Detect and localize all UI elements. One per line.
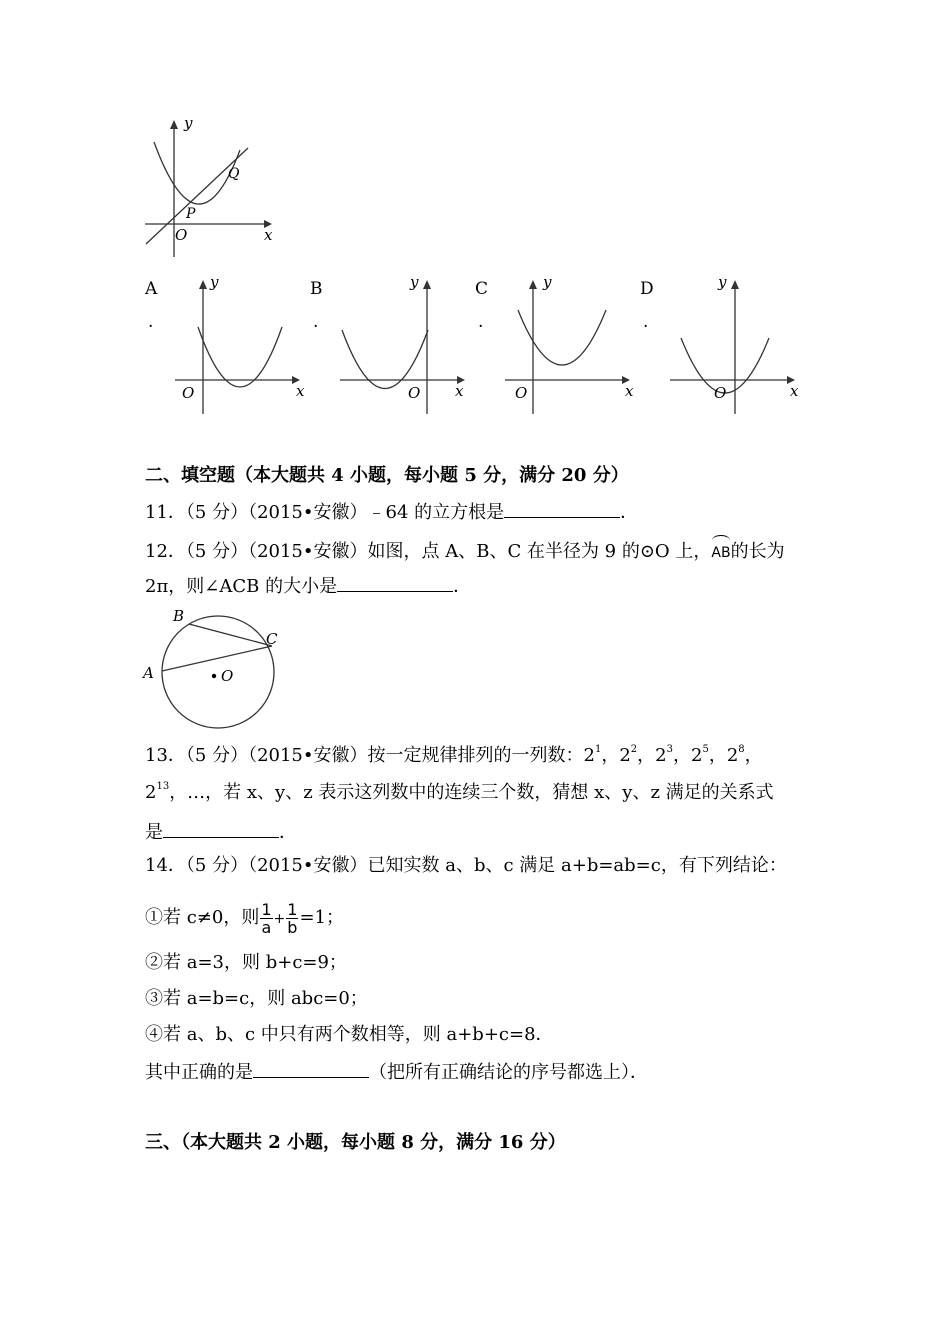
line — [146, 148, 248, 244]
q13-term-5-base: 2 — [726, 745, 739, 766]
q12-arc-ab: AB — [711, 535, 730, 565]
option-b-graph — [335, 272, 475, 422]
top-graph-q-label: Q — [228, 166, 240, 182]
q12-line2-suffix: ． — [453, 576, 472, 597]
question-13-line2 — [145, 781, 774, 805]
q14-plus: + — [273, 911, 286, 927]
q12-line2-text: 2π，则∠ACB 的大小是 — [145, 576, 338, 597]
option-a — [145, 272, 310, 422]
q14-frac2-den: b — [287, 917, 298, 937]
question-14-conclusion-4: ④若 a、b、c 中只有两个数相等，则 a+b+c=8． — [145, 1024, 554, 1045]
question-14-final — [145, 1059, 648, 1085]
option-c-o: O — [515, 384, 528, 402]
q13-term-4-base: 2 — [691, 745, 703, 766]
question-12-line2 — [145, 573, 471, 599]
q13-sep-4: ， — [708, 745, 727, 766]
q14-final-suffix: （把所有正确结论的序号都选上）． — [369, 1062, 648, 1083]
y-axis-arrow — [170, 120, 178, 129]
circle — [162, 616, 274, 728]
circle-figure-svg — [140, 603, 290, 733]
y-axis-arrow — [731, 280, 739, 289]
top-graph — [140, 112, 280, 262]
q13-text: 13．（5 分）（2015•安徽）按一定规律排列的一列数： — [145, 745, 584, 766]
q14-frac1-num: 1 — [261, 899, 272, 919]
section2-heading: 二、填空题（本大题共 4 小题，每小题 5 分，满分 20 分） — [145, 465, 629, 486]
q14-fraction-1 — [260, 901, 272, 936]
option-c-y: y — [543, 273, 552, 291]
option-d — [640, 272, 810, 422]
circle-label-a: A — [143, 664, 154, 682]
option-c — [475, 272, 640, 422]
option-b-y: y — [410, 273, 419, 291]
q13-sep-5: ， — [744, 745, 763, 766]
q11-answer-blank[interactable] — [504, 499, 620, 518]
q14-answer-blank[interactable] — [253, 1059, 369, 1078]
q13-term-6-base: 2 — [145, 782, 157, 803]
top-graph-o-label: O — [175, 226, 188, 244]
top-graph-x-label: x — [264, 226, 273, 244]
q12-suffix: 的长为 — [730, 541, 785, 562]
option-a-o: O — [182, 384, 195, 402]
option-b — [310, 272, 475, 422]
question-13-line1 — [145, 744, 763, 768]
q13-answer-blank[interactable] — [163, 819, 279, 838]
q11-text: 11．（5 分）（2015•安徽）﹣64 的立方根是 — [145, 502, 505, 523]
question-13-line3 — [145, 819, 297, 845]
option-c-dot: . — [478, 312, 484, 332]
question-12-line1 — [145, 535, 785, 565]
option-b-dot: . — [313, 312, 319, 332]
top-graph-p-label: P — [186, 206, 196, 222]
q13-term-5-exp: 8 — [738, 744, 745, 755]
top-graph-y-label: y — [184, 114, 193, 132]
y-axis-arrow — [423, 280, 431, 289]
y-axis-arrow — [199, 280, 207, 289]
q13-term-2-base: 2 — [619, 745, 631, 766]
circle-label-b: B — [173, 607, 185, 625]
y-axis-arrow — [529, 280, 537, 289]
option-a-x: x — [296, 382, 305, 400]
q13-term-3-exp: 3 — [666, 744, 673, 755]
q13-line3-suffix: ． — [279, 822, 297, 843]
q14-frac1-den: a — [261, 917, 272, 937]
option-b-x: x — [455, 382, 464, 400]
option-d-o: O — [714, 384, 727, 402]
parabola — [198, 327, 282, 387]
option-d-graph — [665, 272, 805, 422]
circle-figure — [140, 603, 290, 733]
q13-line2-text: ，…，若 x、y、z 表示这列数中的连续三个数，猜想 x、y、z 满足的关系式 — [169, 782, 774, 803]
option-d-y: y — [718, 273, 727, 291]
question-14-line1: 14．（5 分）（2015•安徽）已知实数 a、b、c 满足 a+b=ab=c，有下列结论： — [145, 855, 787, 876]
q14-c1-text: ①若 c≠0，则 — [145, 907, 260, 928]
q13-term-1-exp: 1 — [594, 744, 602, 755]
q14-fraction-2 — [286, 901, 298, 936]
q13-sep-3: ， — [673, 745, 691, 766]
q14-c1-suffix: =1； — [299, 907, 344, 928]
q12-answer-blank[interactable] — [337, 573, 453, 592]
circle-label-c: C — [266, 630, 278, 648]
option-c-letter: C — [475, 279, 489, 299]
q14-final-text: 其中正确的是 — [145, 1062, 253, 1083]
q12-text: 12．（5 分）（2015•安徽）如图，点 A、B、C 在半径为 9 的⊙O 上， — [145, 541, 712, 562]
option-b-o: O — [408, 384, 421, 402]
question-14-conclusion-1 — [145, 896, 344, 940]
question-11 — [145, 499, 638, 525]
option-d-letter: D — [640, 279, 654, 299]
option-a-letter: A — [145, 279, 158, 299]
question-14-conclusion-3: ③若 a=b=c，则 abc=0； — [145, 988, 368, 1009]
center-point — [212, 674, 216, 678]
q13-term-4-exp: 5 — [702, 744, 709, 755]
parabola — [518, 310, 606, 365]
option-d-dot: . — [643, 312, 649, 332]
section3-heading: 三、（本大题共 2 小题，每小题 8 分，满分 16 分） — [145, 1132, 566, 1153]
top-graph-svg — [140, 112, 280, 262]
q13-term-2-exp: 2 — [630, 744, 638, 755]
option-a-dot: . — [148, 312, 154, 332]
q13-line3-text: 是 — [145, 822, 163, 843]
q13-term-6-exp: 13 — [156, 781, 170, 792]
option-c-x: x — [625, 382, 634, 400]
q14-frac2-num: 1 — [287, 899, 298, 919]
q13-term-1-base: 2 — [583, 745, 595, 766]
q13-term-3-base: 2 — [655, 745, 667, 766]
option-d-x: x — [790, 382, 799, 400]
q13-sep-2: ， — [637, 745, 656, 766]
question-14-conclusion-2: ②若 a=3，则 b+c=9； — [145, 952, 347, 973]
option-a-y: y — [210, 273, 219, 291]
q11-suffix: ． — [620, 502, 639, 523]
q13-sep-1: ， — [601, 745, 620, 766]
circle-label-o: O — [221, 667, 234, 685]
chord-ac — [162, 646, 272, 671]
option-b-letter: B — [310, 279, 323, 299]
